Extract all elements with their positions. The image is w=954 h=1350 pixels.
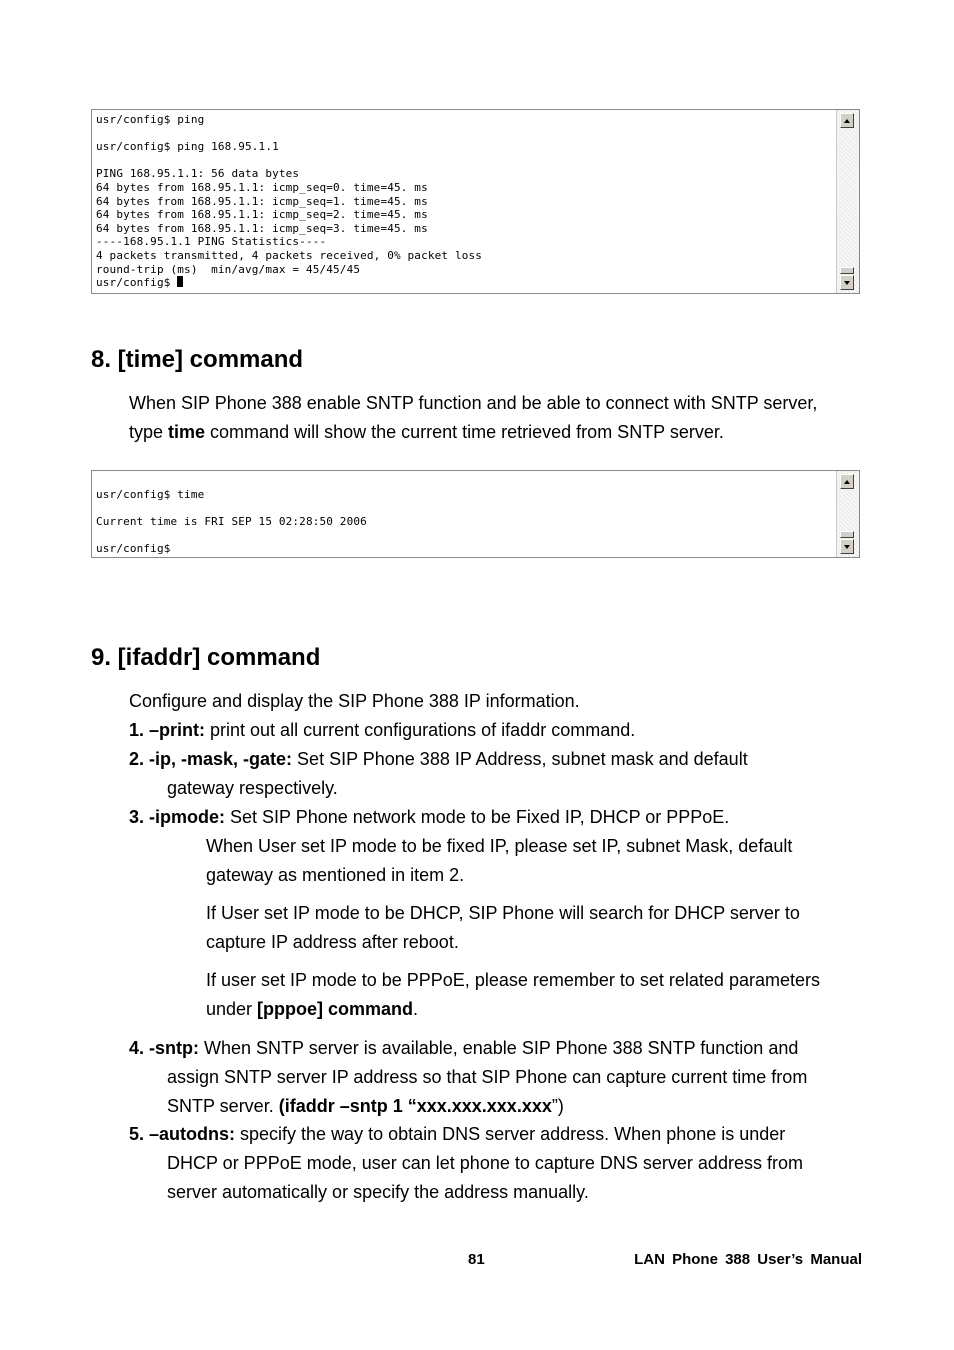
scrollbar[interactable] xyxy=(837,471,859,557)
terminal-text: usr/config$ ping usr/config$ ping 168.95.1.1 PING 168.95.1.1: 56 data bytes 64 bytes from 168.95.1.1: icmp_seq=0. time=45. ms 64 bytes from 168.95.1.1: icmp_seq=1. time=45. ms 64 bytes from 168.95.1.1: icmp_seq=2. time=45. ms 64 bytes from 168.95.1.1: icmp_seq=3. time=45. ms ----168.95.1.1 PING Statistics---- 4 packets transmitted, 4 packets received, 0% packet loss round-trip (ms) min/avg/max = 45/45/45 usr/config$ xyxy=(96,113,483,290)
list-item-continuation: gateway respectively. xyxy=(167,778,338,798)
list-item-ipmode xyxy=(129,803,729,832)
scrollbar-thumb[interactable] xyxy=(840,531,854,538)
terminal-output xyxy=(92,110,837,293)
terminal-text: usr/config$ time Current time is FRI SEP 15 02:28:50 2006 usr/config$ xyxy=(96,487,367,555)
terminal-cursor xyxy=(177,276,183,287)
manual-title: LAN Phone 388 User’s Manual xyxy=(634,1251,862,1268)
text-line: When SIP Phone 388 enable SNTP function and be able to connect with SNTP server, xyxy=(129,393,818,413)
section-heading-ifaddr: 9. [ifaddr] command xyxy=(91,644,321,671)
ifaddr-intro: Configure and display the SIP Phone 388 IP information. xyxy=(129,691,580,711)
text-line: Set SIP Phone 388 IP Address, subnet mask and default xyxy=(292,749,748,769)
list-item-continuation xyxy=(167,1149,803,1207)
text-line: server automatically or specify the address manually. xyxy=(167,1182,589,1202)
option-name: 1. –print: xyxy=(129,720,206,740)
list-item-ip-mask-gate xyxy=(129,745,748,774)
option-name: 3. -ipmode: xyxy=(129,807,226,827)
text-line: Set SIP Phone network mode to be Fixed IP, DHCP or PPPoE. xyxy=(225,807,730,827)
option-name: 5. –autodns: xyxy=(129,1124,236,1144)
text-line: SNTP server. xyxy=(167,1096,279,1116)
terminal-output xyxy=(92,471,837,557)
time-terminal-window xyxy=(91,470,860,558)
text-line: specify the way to obtain DNS server address. When phone is under xyxy=(235,1124,786,1144)
time-description xyxy=(129,389,817,447)
section-heading-time: 8. [time] command xyxy=(91,346,304,373)
scroll-down-arrow-icon[interactable] xyxy=(840,539,854,554)
text-line: assign SNTP server IP address so that SIP Phone can capture current time from xyxy=(167,1067,808,1087)
text-line: When User set IP mode to be fixed IP, please set IP, subnet Mask, default xyxy=(206,836,793,856)
command-reference: [pppoe] command xyxy=(257,999,414,1019)
command-example: (ifaddr –sntp 1 “xxx.xxx.xxx.xxx xyxy=(278,1096,552,1116)
command-name: time xyxy=(168,422,206,442)
scroll-up-arrow-icon[interactable] xyxy=(840,474,854,489)
text-line: When SNTP server is available, enable SIP Phone 388 SNTP function and xyxy=(199,1038,799,1058)
scroll-down-arrow-icon[interactable] xyxy=(840,275,854,290)
ipmode-dhcp-note xyxy=(206,899,800,957)
text-line: ”) xyxy=(551,1096,564,1116)
ping-terminal-window xyxy=(91,109,860,294)
text-line: capture IP address after reboot. xyxy=(206,932,459,952)
list-item-continuation xyxy=(167,1063,807,1121)
list-item-sntp xyxy=(129,1034,798,1063)
text-line: DHCP or PPPoE mode, user can let phone to capture DNS server address from xyxy=(167,1153,803,1173)
text-line: If User set IP mode to be DHCP, SIP Phone will search for DHCP server to xyxy=(206,903,800,923)
text-line: . xyxy=(413,999,419,1019)
text-line: command will show the current time retrieved from SNTP server. xyxy=(205,422,724,442)
text-line: gateway as mentioned in item 2. xyxy=(206,865,465,885)
option-name: 2. -ip, -mask, -gate: xyxy=(129,749,293,769)
page-number: 81 xyxy=(468,1251,485,1268)
text-line: under xyxy=(206,999,258,1019)
ipmode-pppoe-note xyxy=(206,966,820,1024)
text-line: If user set IP mode to be PPPoE, please remember to set related parameters xyxy=(206,970,820,990)
list-item-print xyxy=(129,716,635,745)
scroll-up-arrow-icon[interactable] xyxy=(840,113,854,128)
scrollbar-thumb[interactable] xyxy=(840,267,854,274)
scrollbar[interactable] xyxy=(837,110,859,293)
text-line: type xyxy=(129,422,169,442)
text-line: print out all current configurations of ifaddr command. xyxy=(205,720,636,740)
option-name: 4. -sntp: xyxy=(129,1038,199,1058)
list-item-autodns xyxy=(129,1120,785,1149)
ipmode-fixed-note xyxy=(206,832,792,890)
